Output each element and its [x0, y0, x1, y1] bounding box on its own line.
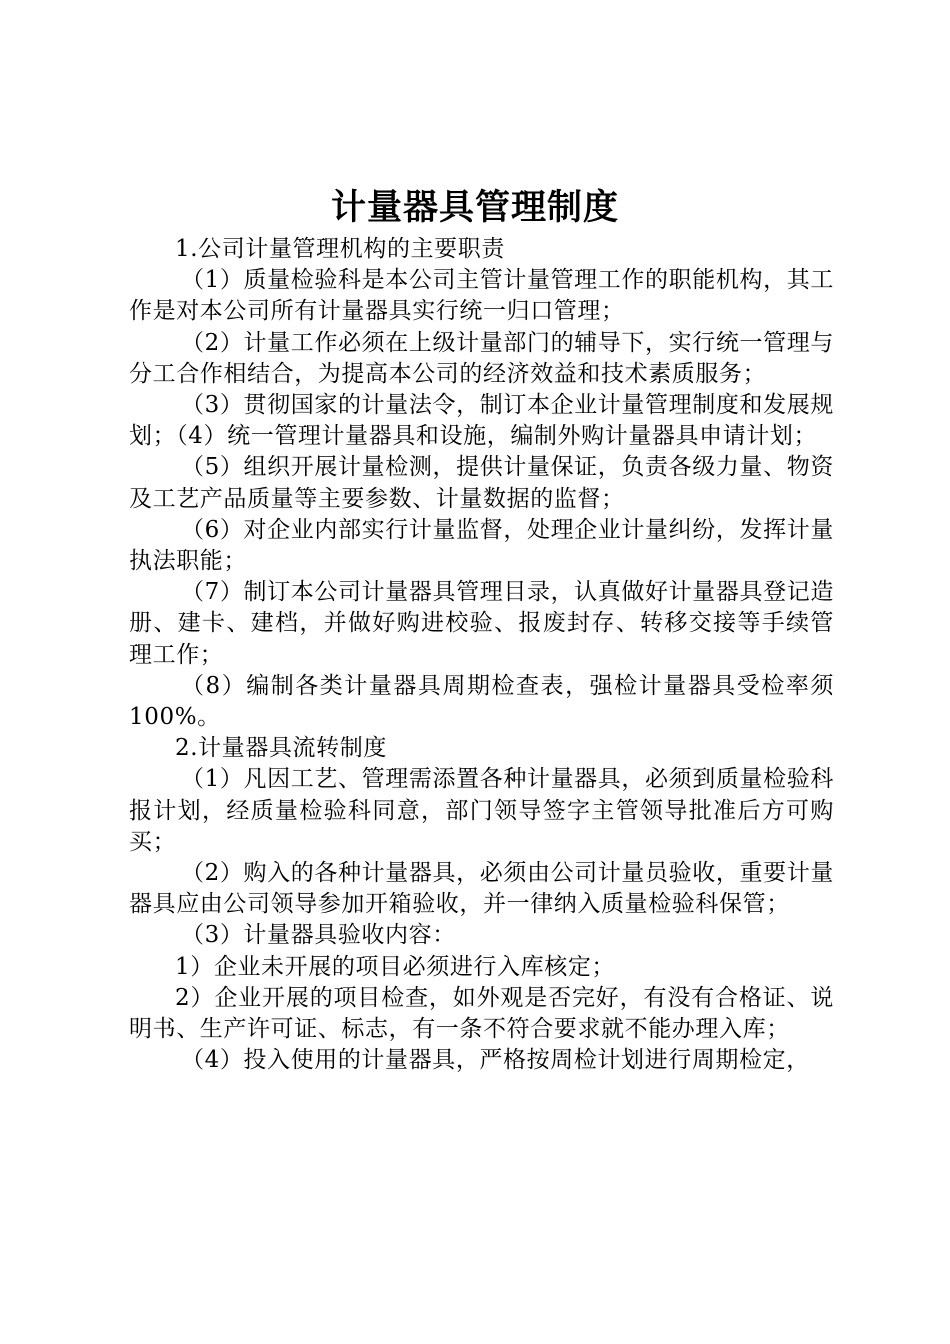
- document-body: [129, 234, 834, 1076]
- paragraph: （1）质量检验科是本公司主管计量管理工作的职能机构，其工作是对本公司所有计量器具实行统一归口管理；: [129, 267, 834, 325]
- paragraph: （8）编制各类计量器具周期检查表，强检计量器具受检率须100%。: [129, 672, 834, 731]
- paragraph: （1）凡因工艺、管理需添置各种计量器具，必须到质量检验科报计划，经质量检验科同意，部门领导签字主管领导批准后方可购买；: [129, 766, 834, 855]
- section-heading-2: 2.计量器具流转制度: [175, 735, 387, 762]
- paragraph: （2）购入的各种计量器具，必须由公司计量员验收，重要计量器具应由公司领导参加开箱验收，并一律纳入质量检验科保管；: [129, 860, 834, 918]
- paragraph: （7）制订本公司计量器具管理目录，认真做好计量器具登记造册、建卡、建档，并做好购进校验、报废封存、转移交接等手续管理工作；: [129, 579, 834, 668]
- paragraph: （6）对企业内部实行计量监督，处理企业计量纠纷，发挥计量执法职能；: [129, 516, 834, 575]
- list-item: 2）企业开展的项目检查，如外观是否完好，有没有合格证、说明书、生产许可证、标志，有一条不符合要求就不能办理入库；: [129, 984, 834, 1043]
- paragraph: （3）贯彻国家的计量法令，制订本企业计量管理制度和发展规划；（4）统一管理计量器具和设施，编制外购计量器具申请计划；: [129, 392, 834, 450]
- list-item: 1）企业未开展的项目必须进行入库核定；: [175, 953, 616, 980]
- paragraph: （4）投入使用的计量器具，严格按周检计划进行周期检定，: [181, 1047, 810, 1074]
- paragraph: （5）组织开展计量检测，提供计量保证，负责各级力量、物资及工艺产品质量等主要参数、计量数据的监督；: [129, 454, 834, 512]
- paragraph: （2）计量工作必须在上级计量部门的辅导下，实行统一管理与分工合作相结合，为提高本公司的经济效益和技术素质服务；: [129, 329, 834, 387]
- document-title: 计量器具管理制度: [330, 188, 619, 228]
- paragraph: （3）计量器具验收内容：: [181, 922, 456, 949]
- section-heading-1: 1.公司计量管理机构的主要职责: [175, 236, 505, 262]
